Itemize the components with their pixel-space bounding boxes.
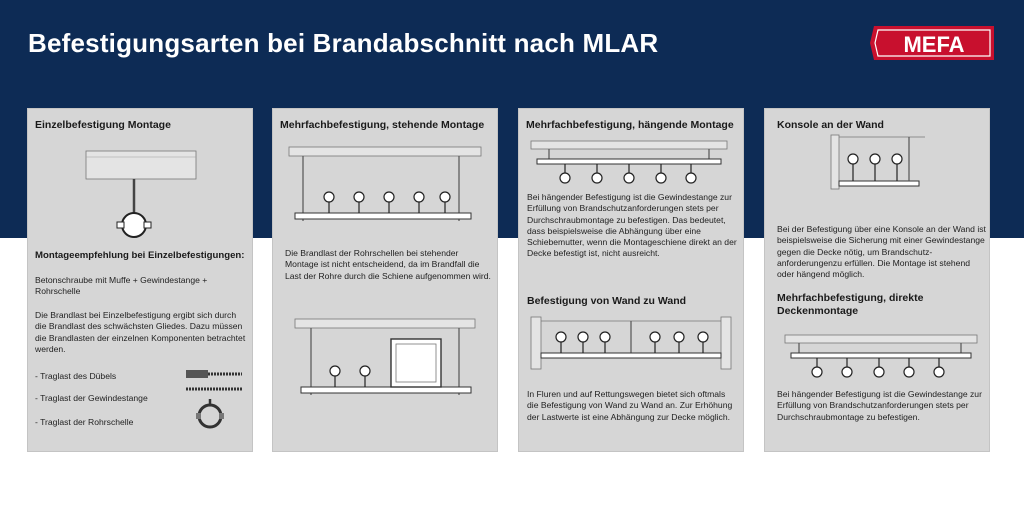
panel-haengende-montage	[518, 108, 744, 452]
list-item: - Traglast des Dübels	[35, 371, 117, 381]
panel-subtitle: Befestigung von Wand zu Wand	[527, 295, 687, 307]
panel-text: Die Brandlast bei Einzelbefestigung ergibt sich durch die Brandlast des schwächsten Gliedes. Dazu müssen die Brandlasten der einzelnen Komponenten betrachtet werden.	[35, 310, 246, 354]
panel-stehende-montage	[272, 108, 498, 452]
panel-subtitle: Mehrfachbefestigung, direkte Deckenmontage	[777, 292, 924, 317]
standing-mount-with-duct-illustration	[295, 315, 483, 399]
panel-konsole-wand	[764, 108, 990, 452]
panel-subtitle: Montageempfehlung bei Einzelbefestigungen:	[35, 250, 245, 261]
panel-einzelbefestigung	[27, 108, 253, 452]
single-mount-illustration	[86, 149, 204, 241]
list-item: - Traglast der Gewindestange	[35, 393, 148, 403]
panel-text: Die Brandlast der Rohrschellen bei stehender Montage ist nicht entscheidend, da im Brandfall die Last der Rohre durch die Schiene aufgenommen wird.	[285, 248, 491, 281]
panel-text: Bei der Befestigung über eine Konsole an der Wand ist beispielsweise die Sicherung mit einer Gewindestange gegen die Decke nötig, um Brandschutz-anforderungenzu erfüllen. Die Montage ist stehend oder hängend möglich.	[777, 224, 986, 280]
pipe-clamp-icon	[194, 399, 226, 433]
logo-text: MEFA	[903, 32, 965, 57]
wall-bracket-illustration	[829, 135, 929, 195]
panel-text: Betonschraube mit Muffe + Gewindestange + Rohrschelle	[35, 275, 208, 297]
panel-title: Mehrfachbefestigung, hängende Montage	[526, 119, 734, 131]
hanging-mount-illustration	[531, 137, 731, 187]
threaded-rod-icon	[184, 384, 244, 394]
panel-text: Bei hängender Befestigung ist die Gewindestange zur Erfüllung von Brandschutzanforderungen stets per Durchschraubmontage zu befestigen.	[777, 389, 982, 422]
wall-to-wall-illustration	[531, 315, 731, 373]
panel-text: In Fluren und auf Rettungswegen bietet sich oftmals die Befestigung von Wand zu Wand an. Zur Erhöhung der Lastwerte ist eine Abhängung zur Decke möglich.	[527, 389, 733, 422]
anchor-bolt-icon	[184, 367, 244, 381]
panel-title: Einzelbefestigung Montage	[35, 119, 171, 131]
page-title: Befestigungsarten bei Brandabschnitt nach MLAR	[28, 28, 659, 58]
panel-title: Mehrfachbefestigung, stehende Montage	[280, 119, 485, 131]
standing-mount-illustration	[289, 145, 485, 227]
panel-title: Konsole an der Wand	[777, 119, 884, 131]
mefa-logo	[870, 22, 998, 64]
ceiling-mount-illustration	[785, 331, 981, 381]
panel-text: Bei hängender Befestigung ist die Gewindestange zur Erfüllung von Brandschutzanforderungen stets per Durchschraubmontage zu befestigen. Das bedeutet, dass beispielsweise die Abhängung über eine Schiebemutter, wenn die Montageschiene direkt an der Decke befestigt ist, nicht ausreicht.	[527, 192, 737, 259]
list-item: - Traglast der Rohrschelle	[35, 417, 134, 427]
